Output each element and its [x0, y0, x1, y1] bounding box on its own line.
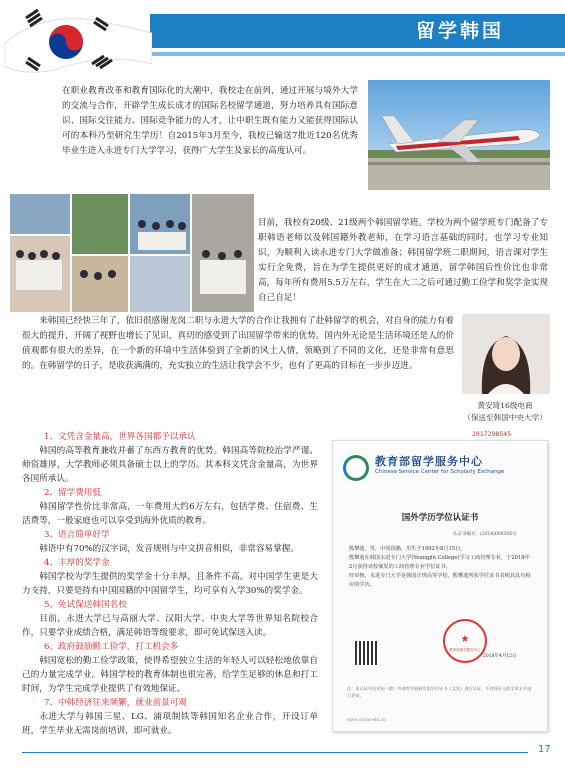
- advantage-heading: 4、丰厚的奖学金: [44, 558, 110, 568]
- advantage-heading: 7、中韩经济往来频繁，就业前景可观: [44, 698, 187, 708]
- cert-footer-note: 注：本认证书仅对国（境）外高等学校颁发的学位证书（文凭）进行认证，不对持证人的学术水平进行评价。: [347, 686, 532, 698]
- advantage-body: 韩国留学性价比非常高，一年费用大约6万左右，包括学费、住宿费、生活费等，一般家庭也可以享受到海外优质的教育。: [22, 502, 318, 526]
- advantage-body: 韩语中有70%的汉字词，发音规则与中文拼音相似，非常容易掌握。: [39, 544, 299, 554]
- advantage-heading: 6、政府鼓励勤工俭学，打工机会多: [44, 642, 179, 652]
- certificate-serial: 2017298545: [472, 430, 512, 438]
- advantage-body: 韩国宽松的勤工俭学政策，使得希望独立生活的年轻人可以轻松地依靠自己的力量完成学业。韩国学校的教育体制也很完善，给学生足够的休息和打工时间，为学生完成学业提供了有效地保证。: [22, 656, 318, 694]
- qr-code-icon: [355, 641, 379, 665]
- advantage-body: 永进大学与韩国三星、LG、浦项制铁等韩国知名企业合作，开设订单班，学生毕业无需岗前培训，即可就业。: [22, 712, 318, 736]
- footer-line: [22, 752, 528, 753]
- header-stripe: [150, 52, 565, 56]
- advantage-body: 韩国的高等教育兼收并蓄了东西方教育的优势。韩国高等院校治学严谨、师资雄厚，大学教师必须具备硕士以上的学历。其本科文凭含金量高，为世界各国所承认。: [22, 446, 318, 484]
- advantages-list: [22, 430, 318, 738]
- portrait-caption-name: 黄安琦16级电商: [477, 401, 533, 410]
- student-portrait: [462, 314, 550, 394]
- testimonial-paragraph: 来韩国已经快三年了，依旧很感谢龙岗二职与永进大学的合作让我拥有了赴韩留学的机会，对自身的能力有着很大的提升，开阔了视野也增长了见识，真切的感受到了出国留学带来的优势。国内外无论是生活环境还是人的价值观都有很大的差异，在一个新的环境中生活体验到了全新的风土人情，领略到了不同的文化，还是非常有意思的。在韩留学的日子，是收获满满的，充实独立的生活让我学会不少，也有了更高的目标在一步步迈进。: [22, 316, 454, 371]
- seal-text: 教育部留学服务中心: [449, 648, 481, 652]
- cert-title: 国外学历学位认证书: [401, 513, 479, 523]
- certificate-image: [332, 440, 548, 732]
- advantage-body: 目前，永进大学已与高丽大学、汉阳大学、中央大学等世界知名院校合作，只要学业成绩合格，满足韩语等级要求，即可免试保送入读。: [22, 614, 318, 638]
- official-seal-icon: ★ 教育部留学服务中心: [443, 619, 487, 663]
- airplane-photo: [368, 80, 550, 190]
- advantage-heading: 2、留学费用低: [44, 488, 102, 498]
- korean-flag-icon: [4, 4, 152, 76]
- page-title: 留学韩国: [415, 20, 504, 42]
- cert-number-line: 认证书编号：(2018)000306号: [453, 532, 517, 537]
- portrait-caption-note: （保送至韩国中央大学）: [463, 413, 547, 422]
- advantage-heading: 3、语言简单好学: [44, 530, 110, 540]
- class-paragraph: 目前，我校有20级、21级两个韩国留学班。学校为两个留学班专门配备了专职韩语老师以及韩国籍外教老师，在学习语言基础的同时，也学习专业知识，为顺利入读永进专门大学做准备；韩国留学班二职期间，语言课对学生实行全免费，旨在为学生提供更好的成才通道，留学韩国后性价比也非常高，每年所有费用5.5万左右，学生在大二之后可通过勤工俭学和奖学金实现自己自足！: [258, 218, 548, 303]
- page-number: 17: [538, 744, 551, 755]
- cert-org-en: Chinese Service Center for Scholarly Exchange: [375, 469, 505, 475]
- cert-date: 2018年4月12日: [483, 654, 517, 659]
- group-photos: [10, 194, 254, 312]
- advantage-heading: 5、免试保送韩国名校: [44, 600, 127, 610]
- intro-paragraph: 在职业教育改革和教育国际化的大潮中，我校走在前列，通过开展与境外大学的交流与合作，开辟学生成长成才的国际名校留学通道，努力培养具有国际意识、国际交往能力、国际竞争能力的人才，让中职生既有能力又能获得国际认可的本科乃至研究生学历！自2015年3月至今，我校已输送7批近120名优秀毕业生进入永进专门大学学习，获得广大学生及家长的高度认可。: [62, 86, 358, 156]
- advantage-heading: 1、文凭含金量高，世界各国都予以承认: [44, 432, 196, 442]
- cscse-logo-icon: [343, 455, 369, 481]
- cert-body: 熊攀迪，男，中国国籍，出生于1992年8月15日。 熊攀迪在韩国永进专门大学(Yeungjin College)学习工商管理专业，于2018年2月获得该校颁发的工商管理专业学位证书。 经审核，永进专门大学是韩国正规高等学校，熊攀迪所获学位证书表明其具有相应的学历。: [349, 546, 531, 588]
- cert-org-cn: 教育部留学服务中心: [375, 455, 483, 468]
- advantage-body: 韩国学校为学生提供的奖学金十分丰厚，且条件不高。对中国学生更是大力支持，只要是持有中国国籍的中国留学生，均可享有入学30%的奖学金。: [22, 572, 318, 596]
- cert-website: www.cscse.edu.cn: [347, 717, 386, 722]
- portrait-caption: [452, 400, 558, 424]
